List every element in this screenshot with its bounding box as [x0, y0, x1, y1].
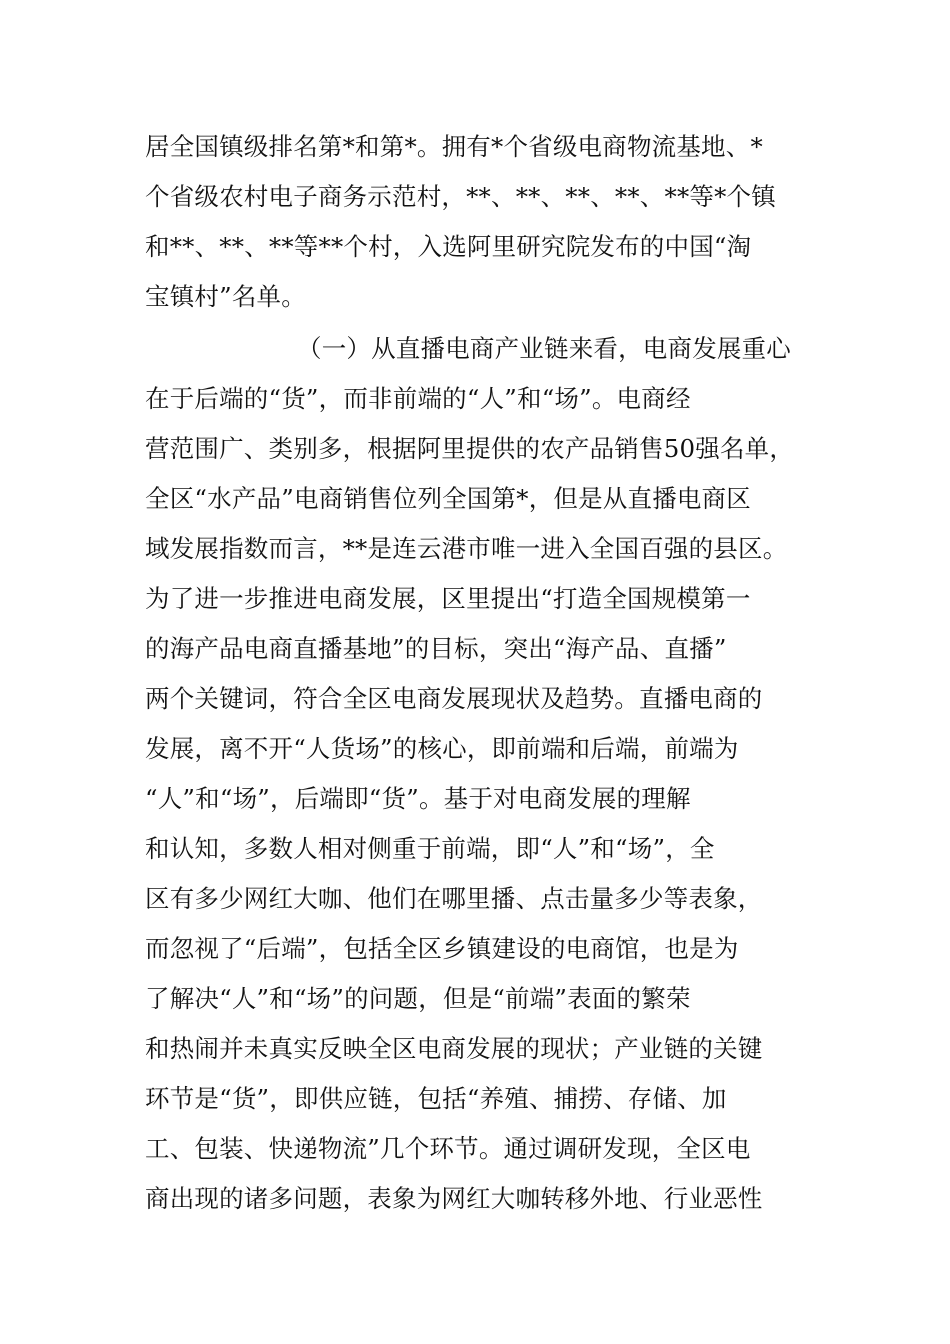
text-line: 商出现的诸多问题，表象为网红大咖转移外地、行业恶性	[145, 1184, 763, 1213]
text-line: 发展，离不开“人货场”的核心，即前端和后端，前端为	[145, 734, 739, 763]
text-line: 域发展指数而言，**是连云港市唯一进入全国百强的县区。	[145, 534, 788, 563]
text-line: 营范围广、类别多，根据阿里提供的农产品销售50强名单，	[145, 434, 795, 463]
text-line: 的海产品电商直播基地”的目标，突出“海产品、直播”	[145, 634, 727, 663]
paragraph-1	[145, 122, 845, 322]
section-heading-line: （一）从直播电商产业链来看，电商发展重心	[297, 334, 791, 363]
text-line: 环节是“货”，即供应链，包括“养殖、捕捞、存储、加	[145, 1084, 727, 1113]
text-line: 为了进一步推进电商发展，区里提出“打造全国规模第一	[145, 584, 751, 613]
text-line: 和热闹并未真实反映全区电商发展的现状；产业链的关键	[145, 1034, 763, 1063]
text-line: 区有多少网红大咖、他们在哪里播、点击量多少等表象，	[145, 884, 763, 913]
text-line: 工、包装、快递物流”几个环节。通过调研发现，全区电	[145, 1134, 751, 1163]
text-line: 在于后端的“货”，而非前端的“人”和“场”。电商经	[145, 384, 691, 413]
text-line: 了解决“人”和“场”的问题，但是“前端”表面的繁荣	[145, 984, 691, 1013]
paragraph-2	[145, 324, 845, 1224]
text-line: 两个关键词，符合全区电商发展现状及趋势。直播电商的	[145, 684, 763, 713]
text-line: 全区“水产品”电商销售位列全国第*，但是从直播电商区	[145, 484, 751, 513]
text-line: “人”和“场”，后端即“货”。基于对电商发展的理解	[145, 784, 691, 813]
text-line: 和**、**、**等**个村，入选阿里研究院发布的中国“淘	[145, 232, 752, 261]
body-text	[145, 122, 845, 1224]
text-line: 居全国镇级排名第*和第*。拥有*个省级电商物流基地、*	[145, 132, 763, 161]
text-line: 宝镇村”名单。	[145, 282, 306, 311]
text-line: 和认知，多数人相对侧重于前端，即“人”和“场”，全	[145, 834, 715, 863]
text-line: 个省级农村电子商务示范村，**、**、**、**、**等*个镇	[145, 182, 776, 211]
text-line: 而忽视了“后端”，包括全区乡镇建设的电商馆，也是为	[145, 934, 739, 963]
